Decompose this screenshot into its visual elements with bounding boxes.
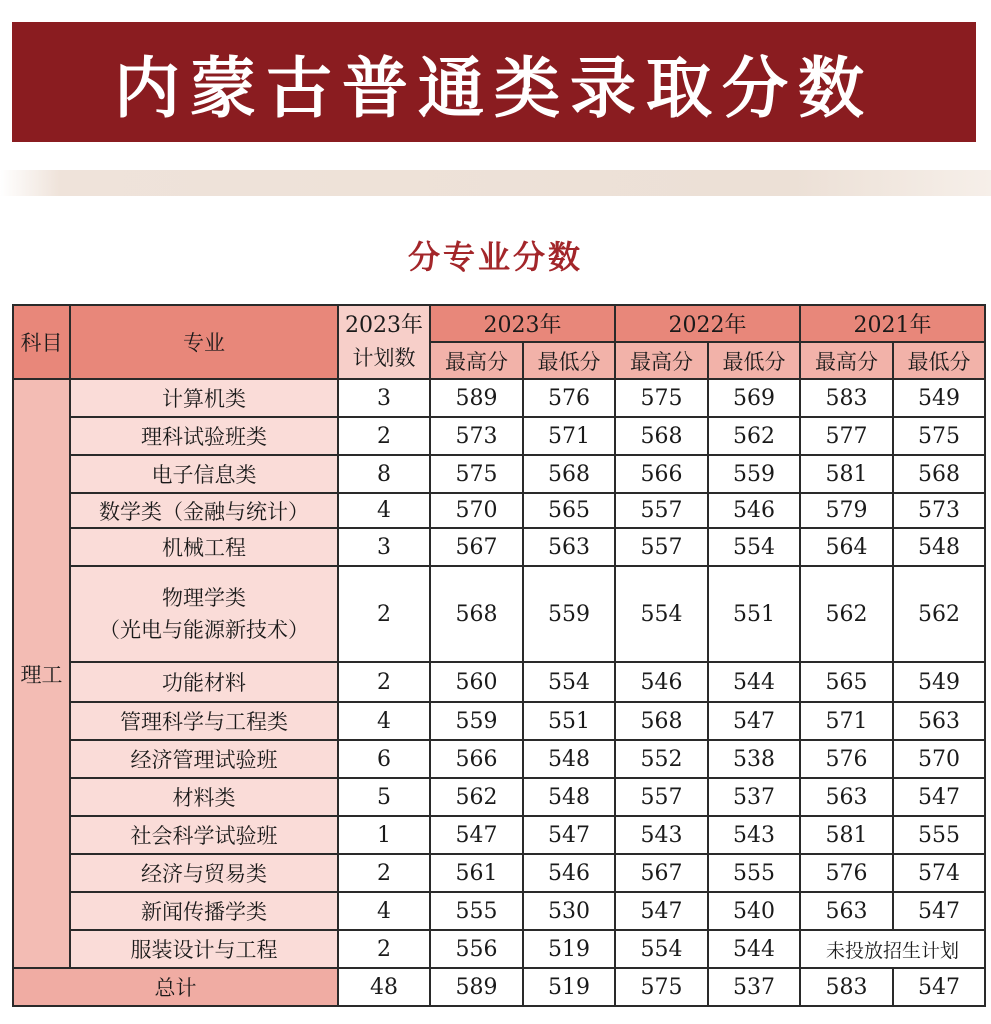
score-2021-min: 573 xyxy=(893,493,985,528)
score-2023-max: 562 xyxy=(430,778,523,816)
score-2021-max: 579 xyxy=(800,493,893,528)
score-2023-min: 547 xyxy=(523,816,615,854)
total-2022-min: 537 xyxy=(708,968,800,1006)
score-2023-min: 571 xyxy=(523,417,615,455)
score-2021-max: 576 xyxy=(800,740,893,778)
score-2023-max: 568 xyxy=(430,566,523,662)
score-2021-max: 565 xyxy=(800,662,893,702)
score-2022-max: 568 xyxy=(615,417,708,455)
score-2022-max: 554 xyxy=(615,566,708,662)
score-2023-min: 530 xyxy=(523,892,615,930)
score-2021-max: 563 xyxy=(800,892,893,930)
score-2023-min: 548 xyxy=(523,740,615,778)
score-2022-max: 543 xyxy=(615,816,708,854)
score-2022-max: 566 xyxy=(615,455,708,493)
score-2022-max: 557 xyxy=(615,778,708,816)
score-2022-max: 568 xyxy=(615,702,708,740)
score-2022-min: 559 xyxy=(708,455,800,493)
score-2022-min: 543 xyxy=(708,816,800,854)
score-2021-max: 577 xyxy=(800,417,893,455)
score-2021-min: 549 xyxy=(893,379,985,417)
score-2022-min: 546 xyxy=(708,493,800,528)
major-cell: 机械工程 xyxy=(70,528,338,566)
plan-cell: 8 xyxy=(338,455,430,493)
total-2023-max: 589 xyxy=(430,968,523,1006)
score-2021-min: 547 xyxy=(893,892,985,930)
plan-cell: 6 xyxy=(338,740,430,778)
total-row xyxy=(13,968,985,1006)
score-2022-min: 554 xyxy=(708,528,800,566)
section-subtitle: 分专业分数 xyxy=(407,238,583,276)
score-2023-max: 559 xyxy=(430,702,523,740)
score-2023-min: 559 xyxy=(523,566,615,662)
table-row xyxy=(13,662,985,702)
total-2023-min: 519 xyxy=(523,968,615,1006)
scores-table xyxy=(12,304,986,1007)
header-plan-count: 计划数 xyxy=(352,346,416,370)
score-2023-min: 546 xyxy=(523,854,615,892)
score-2021-max: 576 xyxy=(800,854,893,892)
plan-cell: 2 xyxy=(338,930,430,968)
score-2022-max: 575 xyxy=(615,379,708,417)
score-2022-min: 538 xyxy=(708,740,800,778)
major-cell: 计算机类 xyxy=(70,379,338,417)
major-cell: 材料类 xyxy=(70,778,338,816)
score-2023-max: 573 xyxy=(430,417,523,455)
header-year-2022: 2022年 xyxy=(615,305,800,342)
major-cell: 新闻传播学类 xyxy=(70,892,338,930)
score-2021-min: 549 xyxy=(893,662,985,702)
major-cell: 功能材料 xyxy=(70,662,338,702)
major-name: 物理学类 xyxy=(162,586,246,610)
score-2022-min: 569 xyxy=(708,379,800,417)
score-2022-min: 562 xyxy=(708,417,800,455)
score-2021-max: 564 xyxy=(800,528,893,566)
no-plan-note: 未投放招生计划 xyxy=(800,930,985,968)
major-cell xyxy=(70,566,338,662)
score-2022-max: 557 xyxy=(615,493,708,528)
score-2022-min: 555 xyxy=(708,854,800,892)
score-2022-min: 544 xyxy=(708,930,800,968)
score-2021-max: 562 xyxy=(800,566,893,662)
plan-cell: 5 xyxy=(338,778,430,816)
header-subject: 科目 xyxy=(13,305,70,379)
score-2022-max: 557 xyxy=(615,528,708,566)
score-2021-max: 583 xyxy=(800,379,893,417)
score-2022-max: 546 xyxy=(615,662,708,702)
total-2021-min: 547 xyxy=(893,968,985,1006)
score-2021-max: 581 xyxy=(800,816,893,854)
score-2021-min: 563 xyxy=(893,702,985,740)
score-2021-min: 575 xyxy=(893,417,985,455)
score-2021-min: 568 xyxy=(893,455,985,493)
score-2023-min: 554 xyxy=(523,662,615,702)
score-2021-max: 571 xyxy=(800,702,893,740)
table-row xyxy=(13,854,985,892)
major-name-detail: （光电与能源新技术） xyxy=(99,618,309,642)
table-row xyxy=(13,528,985,566)
score-2022-min: 537 xyxy=(708,778,800,816)
plan-cell: 3 xyxy=(338,379,430,417)
score-2023-max: 547 xyxy=(430,816,523,854)
header-major: 专业 xyxy=(70,305,338,379)
header-plan-year: 2023年 xyxy=(345,313,423,338)
score-2022-min: 540 xyxy=(708,892,800,930)
header-min: 最低分 xyxy=(708,342,800,379)
major-cell: 服装设计与工程 xyxy=(70,930,338,968)
plan-cell: 4 xyxy=(338,493,430,528)
plan-cell: 2 xyxy=(338,662,430,702)
table-row xyxy=(13,930,985,968)
score-2023-min: 563 xyxy=(523,528,615,566)
table-row xyxy=(13,493,985,528)
score-2023-min: 548 xyxy=(523,778,615,816)
score-2023-max: 555 xyxy=(430,892,523,930)
header-min: 最低分 xyxy=(893,342,985,379)
score-2022-max: 554 xyxy=(615,930,708,968)
major-cell: 经济与贸易类 xyxy=(70,854,338,892)
title-banner xyxy=(12,22,976,142)
score-2023-max: 567 xyxy=(430,528,523,566)
plan-cell: 2 xyxy=(338,854,430,892)
score-2021-min: 574 xyxy=(893,854,985,892)
score-2022-min: 547 xyxy=(708,702,800,740)
major-cell: 社会科学试验班 xyxy=(70,816,338,854)
score-2021-min: 548 xyxy=(893,528,985,566)
score-2023-min: 519 xyxy=(523,930,615,968)
table-row xyxy=(13,379,985,417)
plan-cell: 3 xyxy=(338,528,430,566)
plan-cell: 2 xyxy=(338,417,430,455)
table-row xyxy=(13,778,985,816)
table-row xyxy=(13,417,985,455)
total-label: 总计 xyxy=(13,968,338,1006)
major-cell: 电子信息类 xyxy=(70,455,338,493)
plan-cell: 4 xyxy=(338,702,430,740)
score-2023-max: 561 xyxy=(430,854,523,892)
table-row xyxy=(13,892,985,930)
major-cell: 数学类（金融与统计） xyxy=(70,493,338,528)
header-year-2021: 2021年 xyxy=(800,305,985,342)
header-max: 最高分 xyxy=(615,342,708,379)
plan-cell: 2 xyxy=(338,566,430,662)
score-2022-min: 544 xyxy=(708,662,800,702)
table-row xyxy=(13,816,985,854)
total-plan: 48 xyxy=(338,968,430,1006)
score-2022-min: 551 xyxy=(708,566,800,662)
header-year-2023: 2023年 xyxy=(430,305,615,342)
total-2021-max: 583 xyxy=(800,968,893,1006)
header-plan xyxy=(338,305,430,379)
total-2022-max: 575 xyxy=(615,968,708,1006)
divider-band xyxy=(0,170,991,196)
banner-title: 内蒙古普通类录取分数 xyxy=(114,49,874,127)
score-2023-max: 575 xyxy=(430,455,523,493)
table-row xyxy=(13,740,985,778)
score-2021-min: 570 xyxy=(893,740,985,778)
score-2023-min: 565 xyxy=(523,493,615,528)
score-2021-min: 547 xyxy=(893,778,985,816)
score-2022-max: 552 xyxy=(615,740,708,778)
score-2021-max: 563 xyxy=(800,778,893,816)
score-2022-max: 567 xyxy=(615,854,708,892)
score-2021-min: 562 xyxy=(893,566,985,662)
plan-cell: 1 xyxy=(338,816,430,854)
table-row xyxy=(13,455,985,493)
score-2023-min: 576 xyxy=(523,379,615,417)
score-2023-min: 551 xyxy=(523,702,615,740)
header-min: 最低分 xyxy=(523,342,615,379)
score-2023-max: 570 xyxy=(430,493,523,528)
score-2022-max: 547 xyxy=(615,892,708,930)
header-max: 最高分 xyxy=(430,342,523,379)
score-2023-max: 560 xyxy=(430,662,523,702)
major-cell: 管理科学与工程类 xyxy=(70,702,338,740)
table-row xyxy=(13,566,985,662)
score-2023-max: 589 xyxy=(430,379,523,417)
major-cell: 经济管理试验班 xyxy=(70,740,338,778)
table-row xyxy=(13,702,985,740)
major-cell: 理科试验班类 xyxy=(70,417,338,455)
score-2023-max: 566 xyxy=(430,740,523,778)
subject-cell: 理工 xyxy=(13,379,70,968)
score-2023-max: 556 xyxy=(430,930,523,968)
header-max: 最高分 xyxy=(800,342,893,379)
score-2021-min: 555 xyxy=(893,816,985,854)
score-2023-min: 568 xyxy=(523,455,615,493)
score-2021-max: 581 xyxy=(800,455,893,493)
plan-cell: 4 xyxy=(338,892,430,930)
